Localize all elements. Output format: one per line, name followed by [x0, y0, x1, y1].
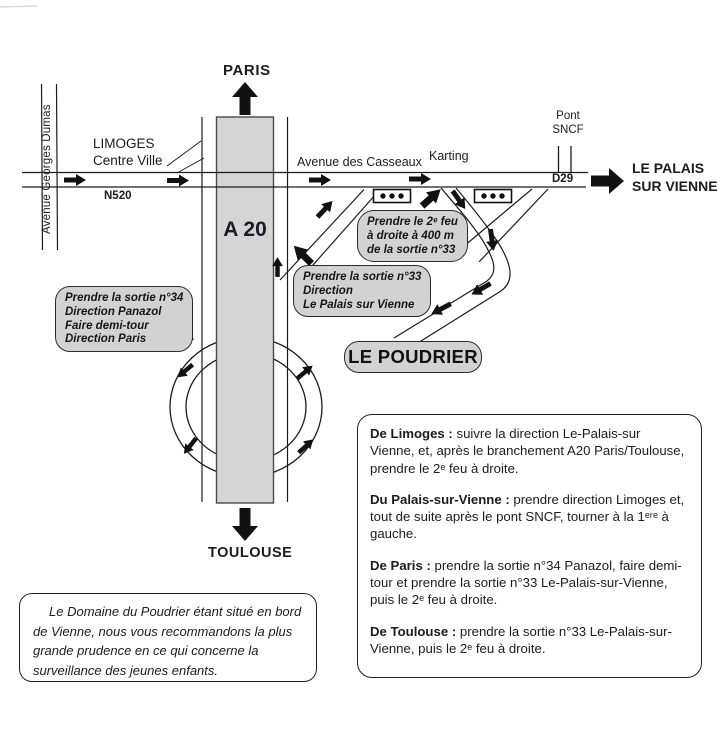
direction-from-palais-label: Du Palais-sur-Vienne : [370, 491, 510, 507]
direction-from-palais [370, 491, 688, 543]
direction-from-paris-body: prendre la sortie n°34 Panazol, faire demi-tour et prendre la sortie n°33 Le-Palais-sur-Vienne, puis le 2ᵉ feu à droite. [370, 557, 682, 608]
callout-exit33-line3: Le Palais sur Vienne [303, 298, 415, 311]
road-arrow-icon [167, 175, 189, 187]
le-palais-line1: LE PALAIS [632, 160, 705, 176]
callout-second-light-line3: de la sortie n°33 [367, 243, 456, 256]
a20-label: A 20 [223, 218, 267, 241]
direction-from-limoges-body: suivre la direction Le-Palais-sur Vienne, et, après le branchement A20 Paris/Toulouse, prendre le 2ᵉ feu à droite. [370, 426, 685, 476]
directions-box [357, 414, 702, 678]
limoges-label-line1: LIMOGES [93, 136, 155, 151]
safety-notice-box [19, 593, 317, 682]
toulouse-arrow-icon [232, 508, 258, 541]
callout-second-light [357, 210, 468, 262]
road-arrow-icon [64, 174, 86, 186]
a20-motorway-band [217, 117, 274, 503]
direction-from-toulouse [370, 623, 688, 658]
access-road-arrow-icon [428, 299, 453, 320]
callout-exit-34 [55, 286, 193, 352]
callout-second-light-line2: à droite à 400 m [367, 229, 454, 242]
callout-second-light-line1: Prendre le 2ᵉ feu [367, 216, 458, 228]
callout-exit34-line4: Direction Paris [65, 333, 147, 346]
avenue-georges-dumas-label: Avenue Georges Dumas [41, 104, 53, 234]
n520-label: N520 [104, 190, 132, 202]
direction-from-paris-label: De Paris : [370, 557, 431, 573]
paris-label: PARIS [223, 62, 271, 79]
le-palais-line2: SUR VIENNE [632, 177, 718, 194]
access-road-arrow-icon [468, 278, 493, 299]
direction-from-limoges-label: De Limoges : [370, 426, 453, 441]
pont-sncf-line2: SNCF [552, 124, 584, 136]
callout-exit34-line3: Faire demi-tour [65, 319, 149, 332]
direction-from-toulouse-label: De Toulouse : [370, 623, 457, 639]
limoges-label-line2: Centre Ville [93, 152, 163, 168]
safety-notice-text: Le Domaine du Poudrier étant situé en bord de Vienne, nous vous recommandons la plus grande prudence en ce qui concerne la surveillance des jeunes enfants. [33, 604, 302, 678]
direction-from-palais-body: prendre direction Limoges et, tout de suite après le pont SNCF, tourner à la 1ᵉʳᵉ à gauche. [370, 491, 685, 542]
traffic-light-2-icon [475, 190, 512, 203]
traffic-light-1-icon [374, 190, 411, 203]
le-palais-sur-vienne-label [632, 160, 718, 195]
toulouse-label: TOULOUSE [208, 545, 293, 561]
pont-sncf-line1: Pont [556, 110, 580, 122]
avenue-des-casseaux-label: Avenue des Casseaux [297, 155, 422, 169]
direction-from-toulouse-body: prendre la sortie n°33 Le-Palais-sur-Vienne, puis le 2ᵉ feu à droite. [370, 623, 672, 656]
direction-from-limoges [370, 425, 688, 477]
callout-exit33-line1: Prendre la sortie n°33 [303, 271, 422, 283]
roundabout-arrow-icon [174, 360, 196, 381]
road-arrow-icon [309, 174, 331, 186]
slip-road-mark-2 [177, 158, 204, 173]
le-palais-arrow-icon [591, 168, 624, 194]
callout-exit34-line1: Prendre la sortie n°34 [65, 292, 184, 304]
pont-sncf-label [549, 109, 587, 137]
scan-artifact-line [0, 6, 37, 7]
callout-exit33-line2: Direction [303, 284, 353, 297]
paris-arrow-icon [232, 82, 258, 115]
callout-exit-33 [293, 265, 431, 317]
karting-label: Karting [429, 149, 469, 163]
limoges-centre-ville-label [93, 136, 163, 169]
road-arrow-icon [409, 173, 431, 185]
exit33-ramp-arrow-icon [313, 197, 337, 221]
d29-label: D29 [552, 173, 574, 185]
callout-exit34-line2: Direction Panazol [65, 305, 162, 318]
direction-from-paris [370, 557, 688, 609]
le-poudrier-badge: LE POUDRIER [344, 341, 482, 373]
